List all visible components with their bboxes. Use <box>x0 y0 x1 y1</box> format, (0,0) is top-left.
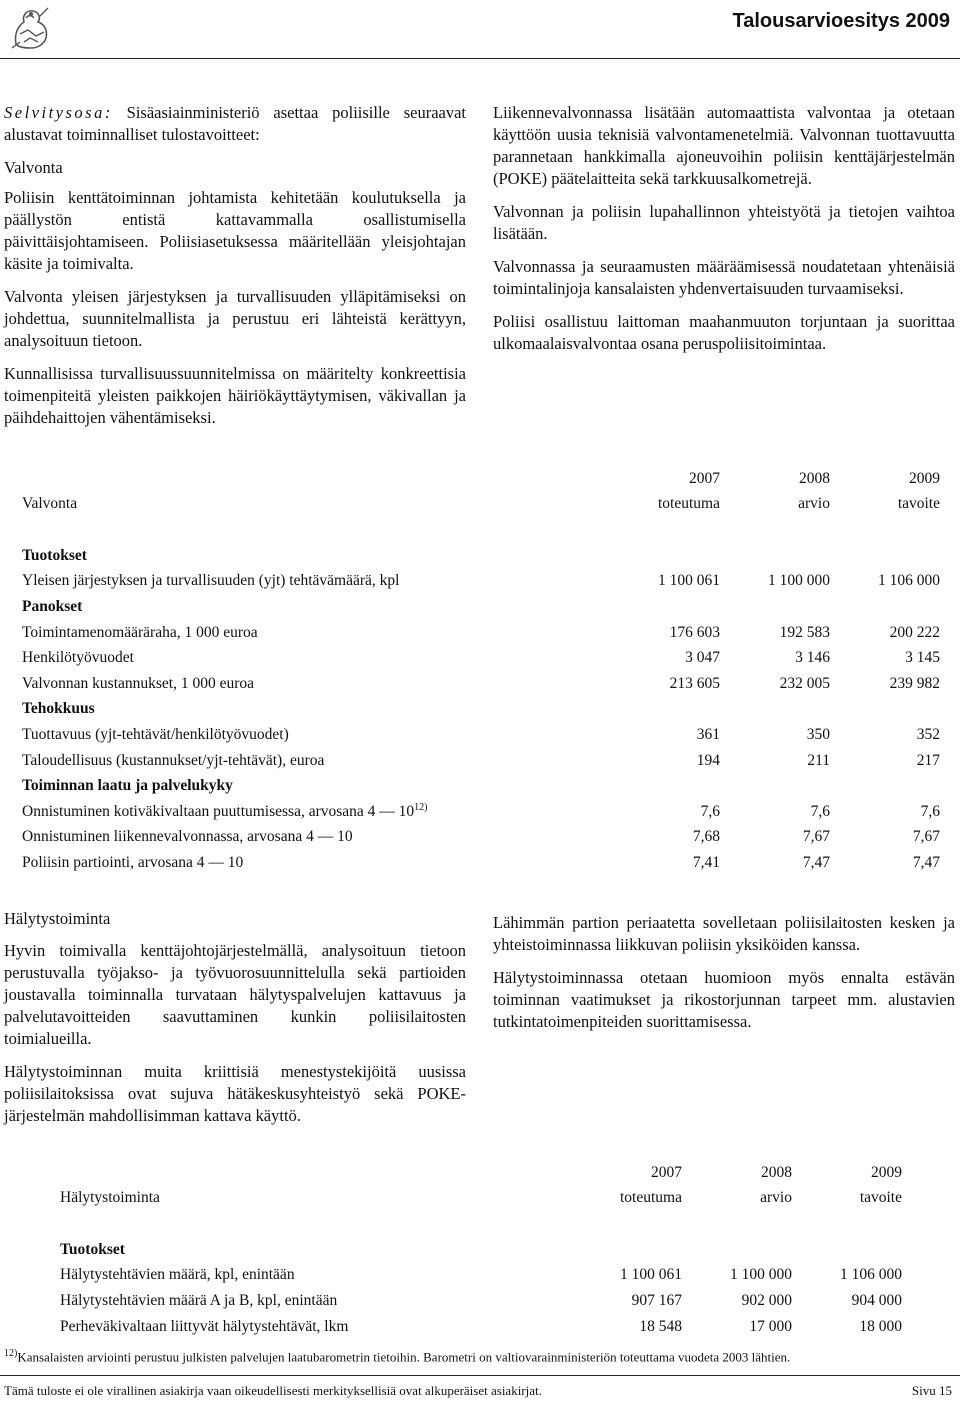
page-number: Sivu 15 <box>911 1383 952 1398</box>
valvonta-table <box>22 462 940 872</box>
kind-toteutuma: toteutuma <box>658 495 720 513</box>
year-2007: 2007 <box>651 1163 682 1181</box>
table-row: Hälytystehtävien määrä A ja B, kpl, enintään 907 167 902 000 904 000 <box>60 1291 902 1309</box>
finnish-lion-crest-icon <box>6 4 56 54</box>
left-column <box>4 102 466 440</box>
table-section: Tuotokset <box>60 1240 125 1258</box>
left-column-2 <box>4 908 466 1138</box>
paragraph: Lähimmän partion periaatetta sovelletaan poliisilaitosten kesken ja yhteistoiminnassa liikkuvan poliisin yksiköiden kanssa. <box>493 913 955 954</box>
table-header-years <box>60 1156 902 1182</box>
intro-text: Sisäasiainministeriö asettaa poliisille seuraavat alustavat toiminnalliset tulostavoitteet: <box>4 103 466 144</box>
table-row: Onnistuminen kotiväkivaltaan puuttumisessa, arvosana 4 — 10$^{12)}$ 7,6 7,6 7,6 <box>22 801 940 820</box>
footnote-ref: 12) <box>414 801 428 813</box>
table-row: Taloudellisuus (kustannukset/yjt-tehtävät), euroa 194 211 217 <box>22 751 940 769</box>
table-title: Valvonta <box>22 495 78 513</box>
table-row: Valvonnan kustannukset, 1 000 euroa 213 605 232 005 239 982 <box>22 674 940 692</box>
table-row: Toimintamenomääräraha, 1 000 euroa 176 603 192 583 200 222 <box>22 623 940 641</box>
paragraph: Liikennevalvonnassa lisätään automaattista valvontaa ja otetaan käyttöön uusia teknisiä valvontamenetelmiä. Valvonnan tuottavuutta parannetaan hankkimalla ajoneuvoihin poliisin kenttäjärjestelmän (POKE) päätelaitteita sekä tarkkuusalkometrejä. <box>493 103 955 188</box>
table-title: Hälytystoiminta <box>60 1189 160 1207</box>
paragraph: Hälytystoiminnan muita kriittisiä menestystekijöitä uusissa poliisilaitoksissa ovat sujuva hätäkeskusyhteistyö sekä POKE-järjestelmän mahdollisimman kattava käyttö. <box>4 1062 466 1125</box>
paragraph: Poliisin kenttätoiminnan johtamista kehitetään koulutuksella ja päällystön entistä kattavammalla osallistumisella päivittäisjohtamiseen. Poliisiasetuksessa määritellään yleisjohtajan käsite ja toimivalta. <box>4 188 466 273</box>
year-2008: 2008 <box>761 1163 792 1181</box>
footnote-text: Kansalaisten arviointi perustuu julkisten palvelujen laatubarometrin tietoihin. Barometri on valtiovarainministeriön toteuttama vuodeta 2003 lähtien. <box>17 1349 791 1365</box>
year-2007: 2007 <box>689 469 720 487</box>
table-row: Onnistuminen liikennevalvonnassa, arvosana 4 — 10 7,68 7,67 7,67 <box>22 828 940 846</box>
footer-divider <box>0 1375 960 1376</box>
paragraph: Poliisi osallistuu laittoman maahanmuuton torjuntaan ja suorittaa ulkomaalaisvalvontaa osana peruspoliisitoimintaa. <box>493 312 955 353</box>
footnote-marker: 12) <box>4 1348 18 1359</box>
halytystoiminta-table <box>60 1156 902 1336</box>
kind-tavoite: tavoite <box>897 495 940 513</box>
section-label: Selvitysosa: <box>4 103 113 122</box>
year-2008: 2008 <box>799 469 830 487</box>
kind-arvio: arvio <box>760 1189 792 1207</box>
intro-paragraph <box>4 102 466 146</box>
table-section: Tuotokset <box>22 546 87 564</box>
table-row: Yleisen järjestyksen ja turvallisuuden (yjt) tehtävämäärä, kpl 1 100 061 1 100 000 1 106 000 <box>22 572 940 590</box>
kind-arvio: arvio <box>798 495 830 513</box>
header-divider <box>0 58 960 59</box>
paragraph: Hyvin toimivalla kenttäjohtojärjestelmällä, analysoituun tietoon perustuvalla työjakso- ja työvuorosuunnittelulla sekä partioiden joustavalla toiminnalla turvataan hälytyspalvelujen kattavuus ja palvelutavoitteiden saavuttaminen kunkin poliisilaitosten toimialueilla. <box>4 941 466 1048</box>
paragraph: Valvonta yleisen järjestyksen ja turvallisuuden ylläpitämiseksi on johdettua, suunnitelmallista ja perustuu eri lähteistä kerättyyn, analysoituun tietoon. <box>4 287 466 350</box>
table-section: Panokset <box>22 597 83 615</box>
table-header-years <box>22 462 940 488</box>
table-row: Henkilötyövuodet 3 047 3 146 3 145 <box>22 649 940 667</box>
paragraph: Kunnallisissa turvallisuussuunnitelmissa on määritelty konkreettisia toimenpiteitä yleisten paikkojen häiriökäyttäytymisen, väkivallan ja päihdehaittojen vähentämiseksi. <box>4 364 466 427</box>
table-row: Poliisin partiointi, arvosana 4 — 10 7,41 7,47 7,47 <box>22 853 940 871</box>
year-2009: 2009 <box>909 469 940 487</box>
right-column <box>493 102 955 366</box>
paragraph: Valvonnan ja poliisin lupahallinnon yhteistyötä ja tietojen vaihtoa lisätään. <box>493 202 955 243</box>
table-section: Tehokkuus <box>22 700 95 718</box>
right-column-2 <box>493 912 955 1044</box>
halytystoiminta-heading: Hälytystoiminta <box>4 909 111 928</box>
table-section: Toiminnan laatu ja palvelukyky <box>22 777 233 795</box>
document-title: Talousarvioesitys 2009 <box>732 10 950 32</box>
paragraph: Hälytystoiminnassa otetaan huomioon myös ennalta estävän toiminnan vaatimukset ja rikostorjunnan tarpeet mm. alustavien tutkintatoimenpiteiden suorittamisessa. <box>493 968 955 1031</box>
table-row: Tuottavuus (yjt-tehtävät/henkilötyövuodet) 361 350 352 <box>22 725 940 743</box>
table-header-kinds <box>60 1182 902 1208</box>
valvonta-heading: Valvonta <box>4 158 63 177</box>
kind-toteutuma: toteutuma <box>620 1189 682 1207</box>
paragraph: Valvonnassa ja seuraamusten määräämisessä noudatetaan yhtenäisiä toimintalinjoja kansalaisten yhdenvertaisuuden turvaamiseksi. <box>493 257 955 298</box>
year-2009: 2009 <box>871 1163 902 1181</box>
kind-tavoite: tavoite <box>859 1189 902 1207</box>
footnote <box>4 1348 790 1365</box>
footer-disclaimer: Tämä tuloste ei ole virallinen asiakirja vaan oikeudellisesti merkityksellisiä ovat alkuperäiset asiakirjat. <box>4 1383 542 1398</box>
table-header-kinds <box>22 488 940 514</box>
table-row: Perheväkivaltaan liittyvät hälytystehtävät, lkm 18 548 17 000 18 000 <box>60 1317 902 1335</box>
table-row: Hälytystehtävien määrä, kpl, enintään 1 100 061 1 100 000 1 106 000 <box>60 1266 902 1284</box>
